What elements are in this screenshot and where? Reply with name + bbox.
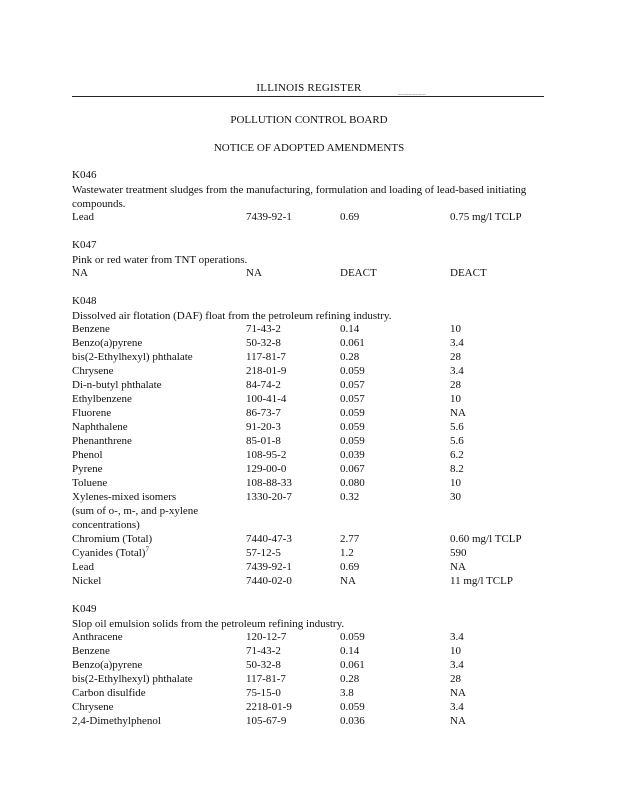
constituent-name: Chrysene <box>72 365 114 377</box>
nonwastewater-value: 3.4 <box>450 365 464 377</box>
wastewater-value: 0.036 <box>340 715 365 727</box>
wastewater-value: 0.14 <box>340 323 360 335</box>
constituent-name: Chromium (Total) <box>72 533 153 545</box>
table-row <box>0 463 618 477</box>
constituent-name: Xylenes-mixed isomers <box>72 491 177 503</box>
wastewater-value: 0.059 <box>340 631 365 643</box>
cas-number: 57-12-5 <box>246 547 281 559</box>
constituent-name: Cyanides (Total) <box>72 547 146 559</box>
nonwastewater-value: 3.4 <box>450 631 464 643</box>
constituent-name: Anthracene <box>72 631 123 643</box>
nonwastewater-value: NA <box>450 561 466 573</box>
cas-number: 71-43-2 <box>246 645 281 657</box>
cas-number: 84-74-2 <box>246 379 281 391</box>
wastewater-value: 0.061 <box>340 659 365 671</box>
cas-number: 91-20-3 <box>246 421 281 433</box>
nonwastewater-value: NA <box>450 687 466 699</box>
wastewater-value: 2.77 <box>340 533 360 545</box>
cas-number: NA <box>246 267 262 279</box>
cas-number: 7439-92-1 <box>246 561 292 573</box>
cas-number: 108-95-2 <box>246 449 287 461</box>
section-code: K049 <box>72 603 97 615</box>
register-title: ILLINOIS REGISTER <box>256 82 362 94</box>
table-row <box>0 715 618 729</box>
table-row <box>0 323 618 337</box>
table-row <box>0 407 618 421</box>
nonwastewater-value: 8.2 <box>450 463 464 475</box>
nonwastewater-value: 5.6 <box>450 421 464 433</box>
nonwastewater-value: 6.2 <box>450 449 464 461</box>
table-row <box>0 631 618 645</box>
constituent-name: Ethylbenzene <box>72 393 132 405</box>
table-row <box>0 449 618 463</box>
cas-number: 7440-02-0 <box>246 575 292 587</box>
nonwastewater-value: 590 <box>450 547 467 559</box>
table-row <box>0 351 618 365</box>
table-row <box>0 673 618 687</box>
cas-number: 75-15-0 <box>246 687 281 699</box>
wastewater-value: 0.14 <box>340 645 360 657</box>
cas-number: 2218-01-9 <box>246 701 292 713</box>
cas-number: 129-00-0 <box>246 463 287 475</box>
wastewater-value: 1.2 <box>340 547 354 559</box>
wastewater-value: 0.059 <box>340 365 365 377</box>
nonwastewater-value: 10 <box>450 323 461 335</box>
cas-number: 218-01-9 <box>246 365 287 377</box>
cas-number: 108-88-33 <box>246 477 292 489</box>
nonwastewater-value: NA <box>450 407 466 419</box>
section-description: Dissolved air flotation (DAF) float from the petroleum refining industry. <box>72 310 392 322</box>
constituent-name: Toluene <box>72 477 108 489</box>
wastewater-value: 0.057 <box>340 393 365 405</box>
constituent-name: Benzo(a)pyrene <box>72 659 143 671</box>
section-code: K048 <box>72 295 97 307</box>
cas-number: 7440-47-3 <box>246 533 292 545</box>
wastewater-value: 0.28 <box>340 673 360 685</box>
cas-number: 86-73-7 <box>246 407 281 419</box>
table-row <box>0 687 618 701</box>
table-row <box>0 379 618 393</box>
header-rule <box>72 96 544 97</box>
wastewater-value: 0.057 <box>340 379 365 391</box>
constituent-name: Nickel <box>72 575 102 587</box>
cas-number: 120-12-7 <box>246 631 287 643</box>
table-row <box>0 645 618 659</box>
nonwastewater-value: 30 <box>450 491 461 503</box>
constituent-name: Pyrene <box>72 463 103 475</box>
footnote-marker: 7 <box>145 545 149 554</box>
wastewater-value: 0.69 <box>340 211 360 223</box>
wastewater-value: 0.69 <box>340 561 360 573</box>
constituent-name: NA <box>72 267 88 279</box>
wastewater-value: NA <box>340 575 356 587</box>
table-row <box>0 267 618 281</box>
wastewater-value: 0.080 <box>340 477 365 489</box>
cas-number: 105-67-9 <box>246 715 287 727</box>
wastewater-value: 0.039 <box>340 449 365 461</box>
table-row <box>0 519 618 533</box>
wastewater-value: DEACT <box>340 267 377 279</box>
constituent-name: bis(2-Ethylhexyl) phthalate <box>72 351 193 363</box>
constituent-name: Benzo(a)pyrene <box>72 337 143 349</box>
table-row <box>0 421 618 435</box>
nonwastewater-value: 28 <box>450 351 461 363</box>
nonwastewater-value: 10 <box>450 393 461 405</box>
nonwastewater-value: 0.75 mg/l TCLP <box>450 211 522 223</box>
wastewater-value: 0.059 <box>340 407 365 419</box>
cas-number: 117-81-7 <box>246 673 286 685</box>
cas-number: 1330-20-7 <box>246 491 292 503</box>
section-description: Pink or red water from TNT operations. <box>72 254 248 266</box>
constituent-name: Benzene <box>72 645 110 657</box>
table-row <box>0 561 618 575</box>
nonwastewater-value: 10 <box>450 645 461 657</box>
constituent-name: Lead <box>72 561 94 573</box>
table-row <box>0 491 618 505</box>
nonwastewater-value: 28 <box>450 379 461 391</box>
section-code: K047 <box>72 239 97 251</box>
table-row <box>0 365 618 379</box>
constituent-name-continued: concentrations) <box>72 519 140 531</box>
nonwastewater-value: 5.6 <box>450 435 464 447</box>
table-row <box>0 477 618 491</box>
constituent-name: Di-n-butyl phthalate <box>72 379 162 391</box>
wastewater-value: 0.32 <box>340 491 360 503</box>
constituent-name: Fluorene <box>72 407 112 419</box>
cas-number: 117-81-7 <box>246 351 286 363</box>
nonwastewater-value: 10 <box>450 477 461 489</box>
section-description: Slop oil emulsion solids from the petroleum refining industry. <box>72 618 345 630</box>
section-code: K046 <box>72 169 97 181</box>
wastewater-value: 0.059 <box>340 421 365 433</box>
table-row <box>0 547 618 561</box>
cas-number: 85-01-8 <box>246 435 281 447</box>
nonwastewater-value: 0.60 mg/l TCLP <box>450 533 522 545</box>
notice-title: NOTICE OF ADOPTED AMENDMENTS <box>213 142 405 154</box>
cas-number: 71-43-2 <box>246 323 281 335</box>
table-row <box>0 393 618 407</box>
table-row <box>0 435 618 449</box>
wastewater-value: 0.059 <box>340 435 365 447</box>
table-row <box>0 337 618 351</box>
constituent-name: Naphthalene <box>72 421 128 433</box>
nonwastewater-value: DEACT <box>450 267 487 279</box>
wastewater-value: 3.8 <box>340 687 354 699</box>
table-row <box>0 701 618 715</box>
wastewater-value: 0.28 <box>340 351 360 363</box>
nonwastewater-value: 11 mg/l TCLP <box>450 575 513 587</box>
board-name: POLLUTION CONTROL BOARD <box>230 114 388 126</box>
constituent-name: Lead <box>72 211 94 223</box>
constituent-name: Chrysene <box>72 701 114 713</box>
constituent-name: 2,4-Dimethylphenol <box>72 715 161 727</box>
cas-number: 50-32-8 <box>246 659 281 671</box>
table-row <box>0 533 618 547</box>
wastewater-value: 0.067 <box>340 463 365 475</box>
cas-number: 100-41-4 <box>246 393 287 405</box>
constituent-name-continued: (sum of o-, m-, and p-xylene <box>72 505 199 517</box>
nonwastewater-value: 3.4 <box>450 337 464 349</box>
constituent-name: Benzene <box>72 323 110 335</box>
cas-number: 7439-92-1 <box>246 211 292 223</box>
table-row <box>0 505 618 519</box>
table-row <box>0 575 618 589</box>
constituent-name: Phenol <box>72 449 103 461</box>
nonwastewater-value: 3.4 <box>450 659 464 671</box>
table-row <box>0 659 618 673</box>
table-row <box>0 211 618 225</box>
constituent-name-with-footnote <box>72 547 149 559</box>
wastewater-value: 0.059 <box>340 701 365 713</box>
header-stamp: ________ <box>398 90 426 96</box>
cas-number: 50-32-8 <box>246 337 281 349</box>
nonwastewater-value: NA <box>450 715 466 727</box>
wastewater-value: 0.061 <box>340 337 365 349</box>
constituent-name: bis(2-Ethylhexyl) phthalate <box>72 673 193 685</box>
constituent-name: Carbon disulfide <box>72 687 146 699</box>
nonwastewater-value: 3.4 <box>450 701 464 713</box>
section-description: Wastewater treatment sludges from the manufacturing, formulation and loading of lead-based initiating compounds. <box>72 184 527 210</box>
nonwastewater-value: 28 <box>450 673 461 685</box>
constituent-name: Phenanthrene <box>72 435 132 447</box>
